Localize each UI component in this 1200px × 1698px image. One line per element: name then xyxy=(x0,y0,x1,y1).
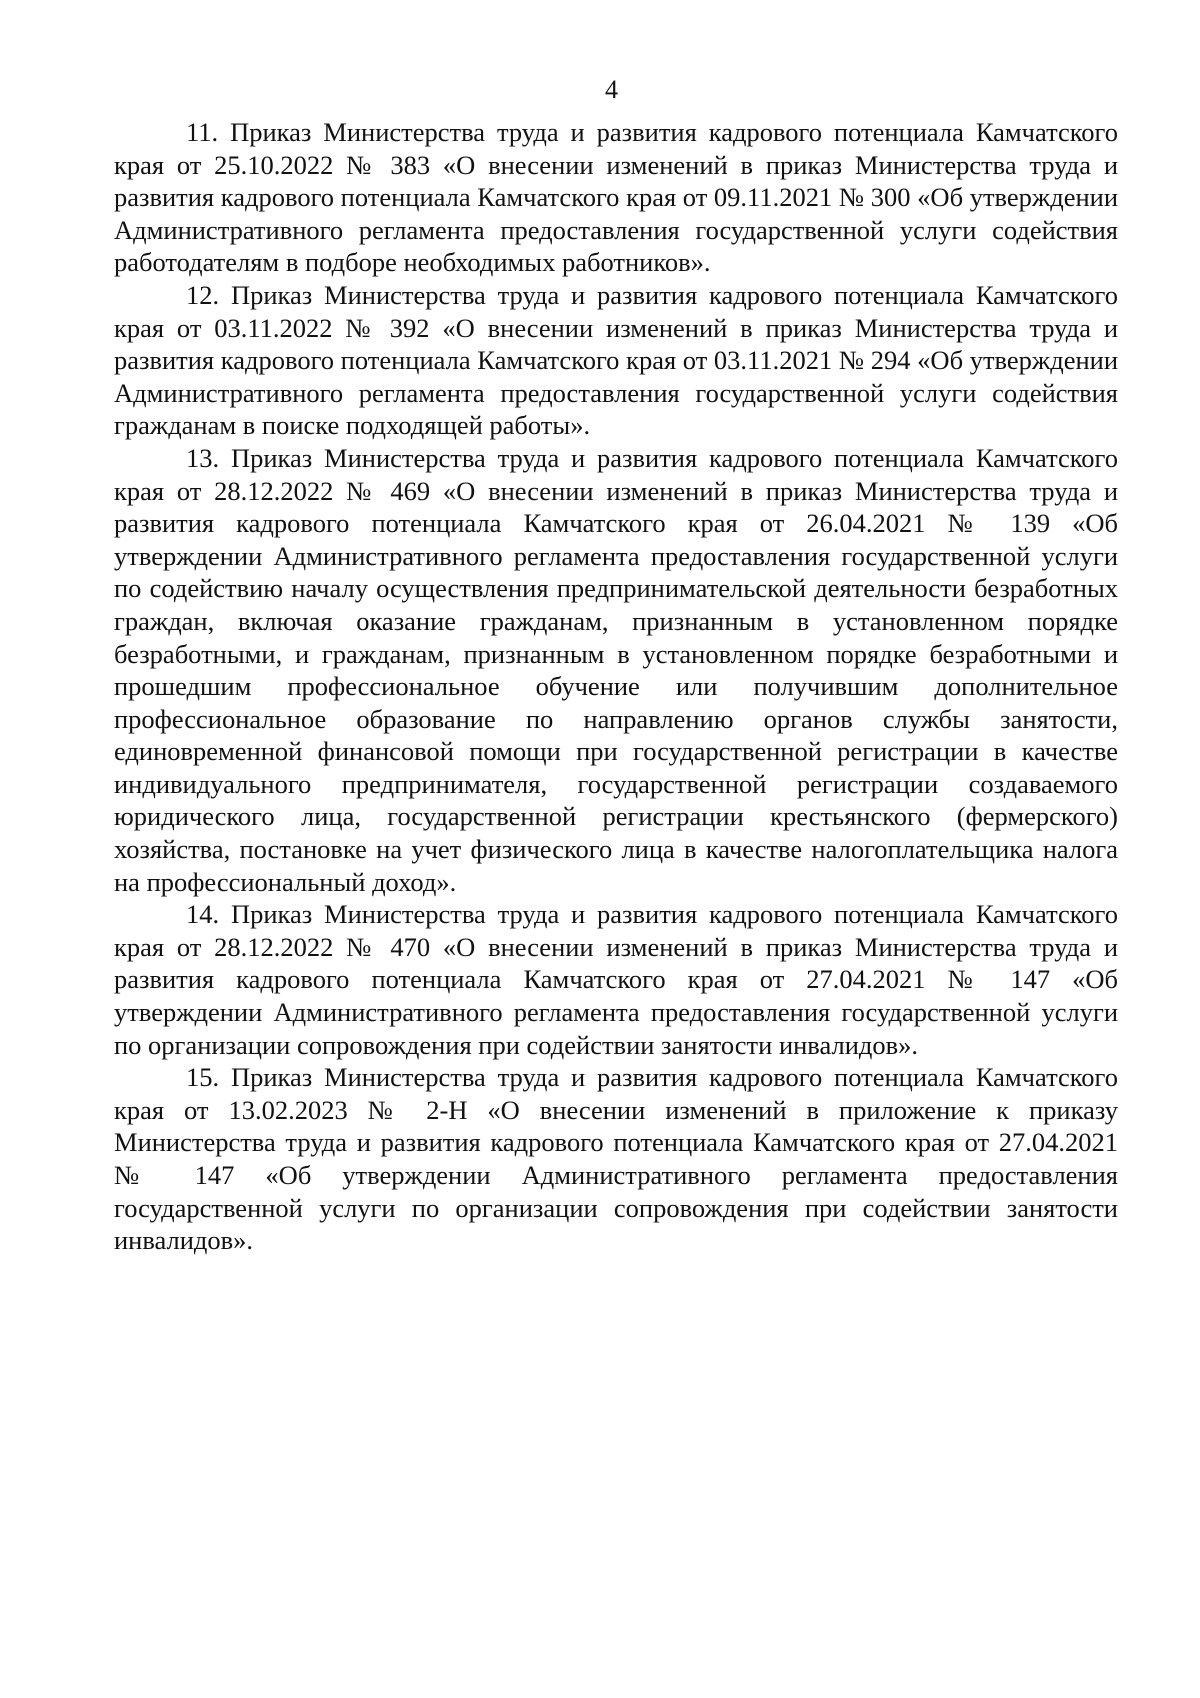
list-item-15: 15. Приказ Министерства труда и развития кадрового потенциала Камчатского края от 13.02.2023 № 2-Н «О внесении изменений в приложение к приказу Министерства труда и развития кадрового потенциала Камчатского края от 27.04.2021 № 147 «Об утверждении Административного регламента предоставления государственной услуги по организации сопровождения при содействии занятости инвалидов». xyxy=(114,1062,1118,1256)
list-item-12: 12. Приказ Министерства труда и развития кадрового потенциала Камчатского края от 03.11.2022 № 392 «О внесении изменений в приказ Министерства труда и развития кадрового потенциала Камчатского края от 03.11.2021 № 294 «Об утверждении Административного регламента предоставления государственной услуги содействия гражданам в поиске подходящей работы». xyxy=(114,279,1118,441)
list-item-14: 14. Приказ Министерства труда и развития кадрового потенциала Камчатского края от 28.12.2022 № 470 «О внесении изменений в приказ Министерства труда и развития кадрового потенциала Камчатского края от 27.04.2021 № 147 «Об утверждении Административного регламента предоставления государственной услуги по организации сопровождения при содействии занятости инвалидов». xyxy=(114,899,1118,1060)
list-item-13: 13. Приказ Министерства труда и развития кадрового потенциала Камчатского края от 28.12.2022 № 469 «О внесении изменений в приказ Министерства труда и развития кадрового потенциала Камчатского края от 26.04.2021 № 139 «Об утверждении Административного регламента предоставления государственной услуги по содействию началу осуществления предпринимательской деятельности безработных граждан, включая оказание гражданам, признанным в установленном порядке безработными, и гражданам, признанным в установленном порядке безработными и прошедшим профессиональное обучение или получившим дополнительное профессиональное образование по направлению органов службы занятости, единовременной финансовой помощи при государственной регистрации в качестве индивидуального предпринимателя, государственной регистрации создаваемого юридического лица, государственной регистрации крестьянского (фермерского) хозяйства, постановке на учет физического лица в качестве налогоплательщика налога на профессиональный доход». xyxy=(114,442,1118,897)
document-body xyxy=(114,116,1118,1257)
list-item-11: 11. Приказ Министерства труда и развития кадрового потенциала Камчатского края от 25.10.2022 № 383 «О внесении изменений в приказ Министерства труда и развития кадрового потенциала Камчатского края от 09.11.2021 № 300 «Об утверждении Административного регламента предоставления государственной услуги содействия работодателям в подборе необходимых работников». xyxy=(114,117,1118,278)
page-number: 4 xyxy=(605,75,618,104)
